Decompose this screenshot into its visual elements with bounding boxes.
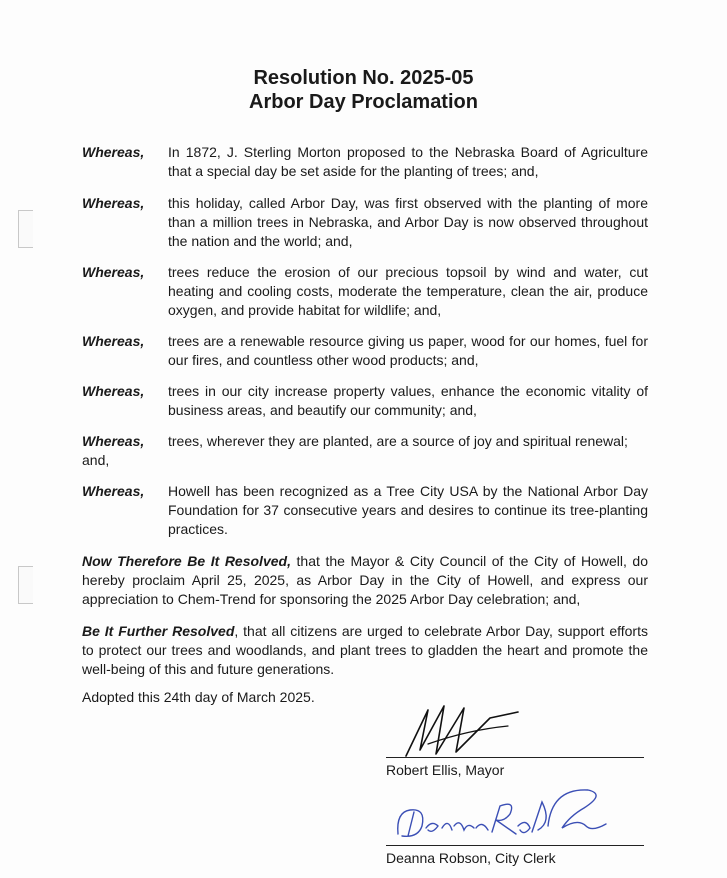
whereas-clause — [82, 332, 648, 370]
clerk-caption: Deanna Robson, City Clerk — [386, 850, 556, 866]
whereas-clause — [82, 382, 648, 420]
resolved-keyword: Now Therefore Be It Resolved, — [82, 553, 291, 569]
mayor-signature-line — [386, 757, 644, 758]
whereas-text: trees reduce the erosion of our precious topsoil by wind and water, cut heating and cooling costs, moderate the temperature, clean the air, produce oxygen, and provide habitat for wildlife; and, — [168, 264, 648, 318]
whereas-text: trees are a renewable resource giving us paper, wood for our homes, fuel for our fires, and countless other wood products; and, — [168, 333, 648, 368]
resolved-paragraph — [82, 552, 648, 609]
resolved-text: that the Mayor & City Council of the City of Howell, do hereby proclaim April 25, 2025, as Arbor Day in the City of Howell, and express our appreciation to Chem-Trend for sponsoring the 2025 Arbor Day celebration; and, — [82, 553, 648, 607]
whereas-keyword: Whereas, — [82, 264, 145, 280]
resolution-number-title: Resolution No. 2025-05 — [253, 67, 474, 89]
whereas-clause — [82, 432, 648, 470]
further-resolved-paragraph — [82, 622, 648, 679]
whereas-continuation: and, — [82, 452, 110, 468]
whereas-text: trees in our city increase property values, enhance the economic vitality of business areas, and beautify our community; and, — [168, 383, 648, 418]
whereas-clause — [82, 263, 648, 320]
punch-hole-mark — [18, 210, 33, 248]
whereas-text: In 1872, J. Sterling Morton proposed to the Nebraska Board of Agriculture that a special day be set aside for the planting of trees; and, — [168, 144, 648, 179]
clerk-signature-line — [386, 845, 644, 846]
whereas-text: this holiday, called Arbor Day, was first observed with the planting of more than a million trees in Nebraska, and Arbor Day is now observed throughout the nation and the world; and, — [168, 195, 648, 249]
whereas-keyword: Whereas, — [82, 333, 145, 349]
whereas-clause — [82, 482, 648, 539]
proclamation-title: Arbor Day Proclamation — [249, 91, 478, 113]
mayor-caption: Robert Ellis, Mayor — [386, 762, 505, 778]
whereas-keyword: Whereas, — [82, 483, 145, 499]
whereas-clause — [82, 194, 648, 251]
mayor-signature — [398, 700, 528, 760]
whereas-keyword: Whereas, — [82, 195, 145, 211]
clerk-signature — [392, 782, 612, 844]
further-resolved-text: , that all citizens are urged to celebrate Arbor Day, support efforts to protect our trees and woodlands, and plant trees to gladden the heart and promote the well-being of this and future generations. — [82, 623, 648, 677]
whereas-text: Howell has been recognized as a Tree City USA by the National Arbor Day Foundation for 37 consecutive years and desires to continue its tree-planting practices. — [168, 483, 648, 537]
adopted-date-line: Adopted this 24th day of March 2025. — [82, 689, 315, 705]
whereas-keyword: Whereas, — [82, 383, 145, 399]
further-resolved-keyword: Be It Further Resolved — [82, 623, 235, 639]
whereas-text: trees, wherever they are planted, are a source of joy and spiritual renewal; — [168, 433, 628, 449]
whereas-keyword: Whereas, — [82, 144, 145, 160]
whereas-clause — [82, 143, 648, 181]
punch-hole-mark — [18, 566, 33, 604]
whereas-keyword: Whereas, — [82, 433, 145, 449]
